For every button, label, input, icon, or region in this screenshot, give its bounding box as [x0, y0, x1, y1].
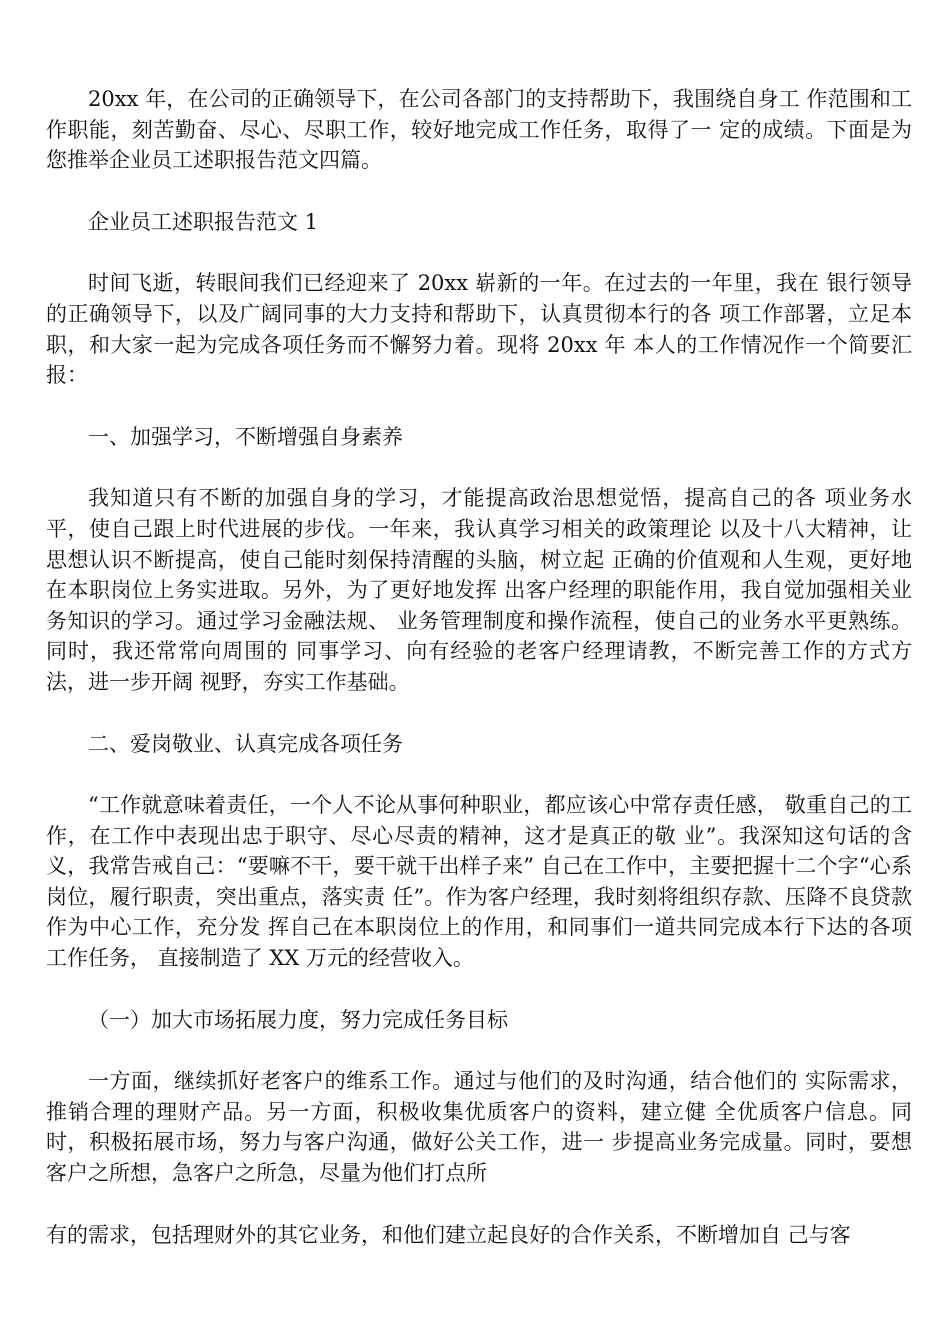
body-paragraph-4: 一方面，继续抓好老客户的维系工作。通过与他们的及时沟通，结合他们的 实际需求，推销合理的理财产品。另一方面，积极收集优质客户的资料，建立健 全优质客户信息。同时，积极拓展市场，努力与客户沟通，做好公关工作，进一 步提高业务完成量。同时，要想客户之所想，急客户之所急，尽量为他们打点所	[46, 1069, 912, 1186]
section-title: 企业员工述职报告范文 1	[88, 209, 319, 234]
heading-1: 一、加强学习，不断增强自身素养	[88, 424, 403, 449]
document-page	[46, 84, 912, 1250]
heading-2: 二、爱岗敬业、认真完成各项任务	[88, 731, 403, 756]
body-paragraph-2: 我知道只有不断的加强自身的学习，才能提高政治思想觉悟，提高自己的各 项业务水平，使自己跟上时代进展的步伐。一年来，我认真学习相关的政策理论 以及十八大精神，让思想认识不断提高，使自己能时刻保持清醒的头脑，树立起 正确的价值观和人生观，更好地在本职岗位上务实进取。另外，为了更好地发挥 出客户经理的职能作用，我自觉加强相关业务知识的学习。通过学习金融法规、 业务管理制度和操作流程，使自己的业务水平更熟练。同时，我还常常向周围的 同事学习、向有经验的老客户经理请教，不断完善工作的方式方法，进一步开阔 视野，夯实工作基础。	[46, 486, 913, 694]
body-paragraph-3: “工作就意味着责任，一个人不论从事何种职业，都应该心中常存责任感， 敬重自己的工作，在工作中表现出忠于职守、尽心尽责的精神，这才是真正的敬 业”。我深知这句话的含义，我常告戒自己：“要嘛不干，要干就干出样子来” 自己在工作中，主要把握十二个字“心系岗位，履行职责，突出重点，落实责 任”。作为客户经理，我时刻将组织存款、压降不良贷款作为中心工作，充分发 挥自己在本职岗位上的作用，和同事们一道共同完成本行下达的各项工作任务， 直接制造了 XX 万元的经营收入。	[46, 793, 912, 971]
body-paragraph-5: 有的需求，包括理财外的其它业务，和他们建立起良好的合作关系，不断增加自 己与客	[46, 1222, 851, 1247]
subheading-1: （一）加大市场拓展力度，努力完成任务目标	[88, 1007, 508, 1032]
intro-paragraph: 20xx 年，在公司的正确领导下，在公司各部门的支持帮助下，我围绕自身工 作范围和工作职能，刻苦勤奋、尽心、尽职工作，较好地完成工作任务，取得了一 定的成绩。下面是为您推举企业员工述职报告范文四篇。	[46, 87, 912, 173]
body-paragraph-1: 时间飞逝，转眼间我们已经迎来了 20xx 崭新的一年。在过去的一年里，我在 银行领导的正确领导下，以及广阔同事的大力支持和帮助下，认真贯彻本行的各 项工作部署，立足本职，和大家一起为完成各项任务而不懈努力着。现将 20xx 年 本人的工作情况作一个简要汇报：	[46, 271, 912, 388]
